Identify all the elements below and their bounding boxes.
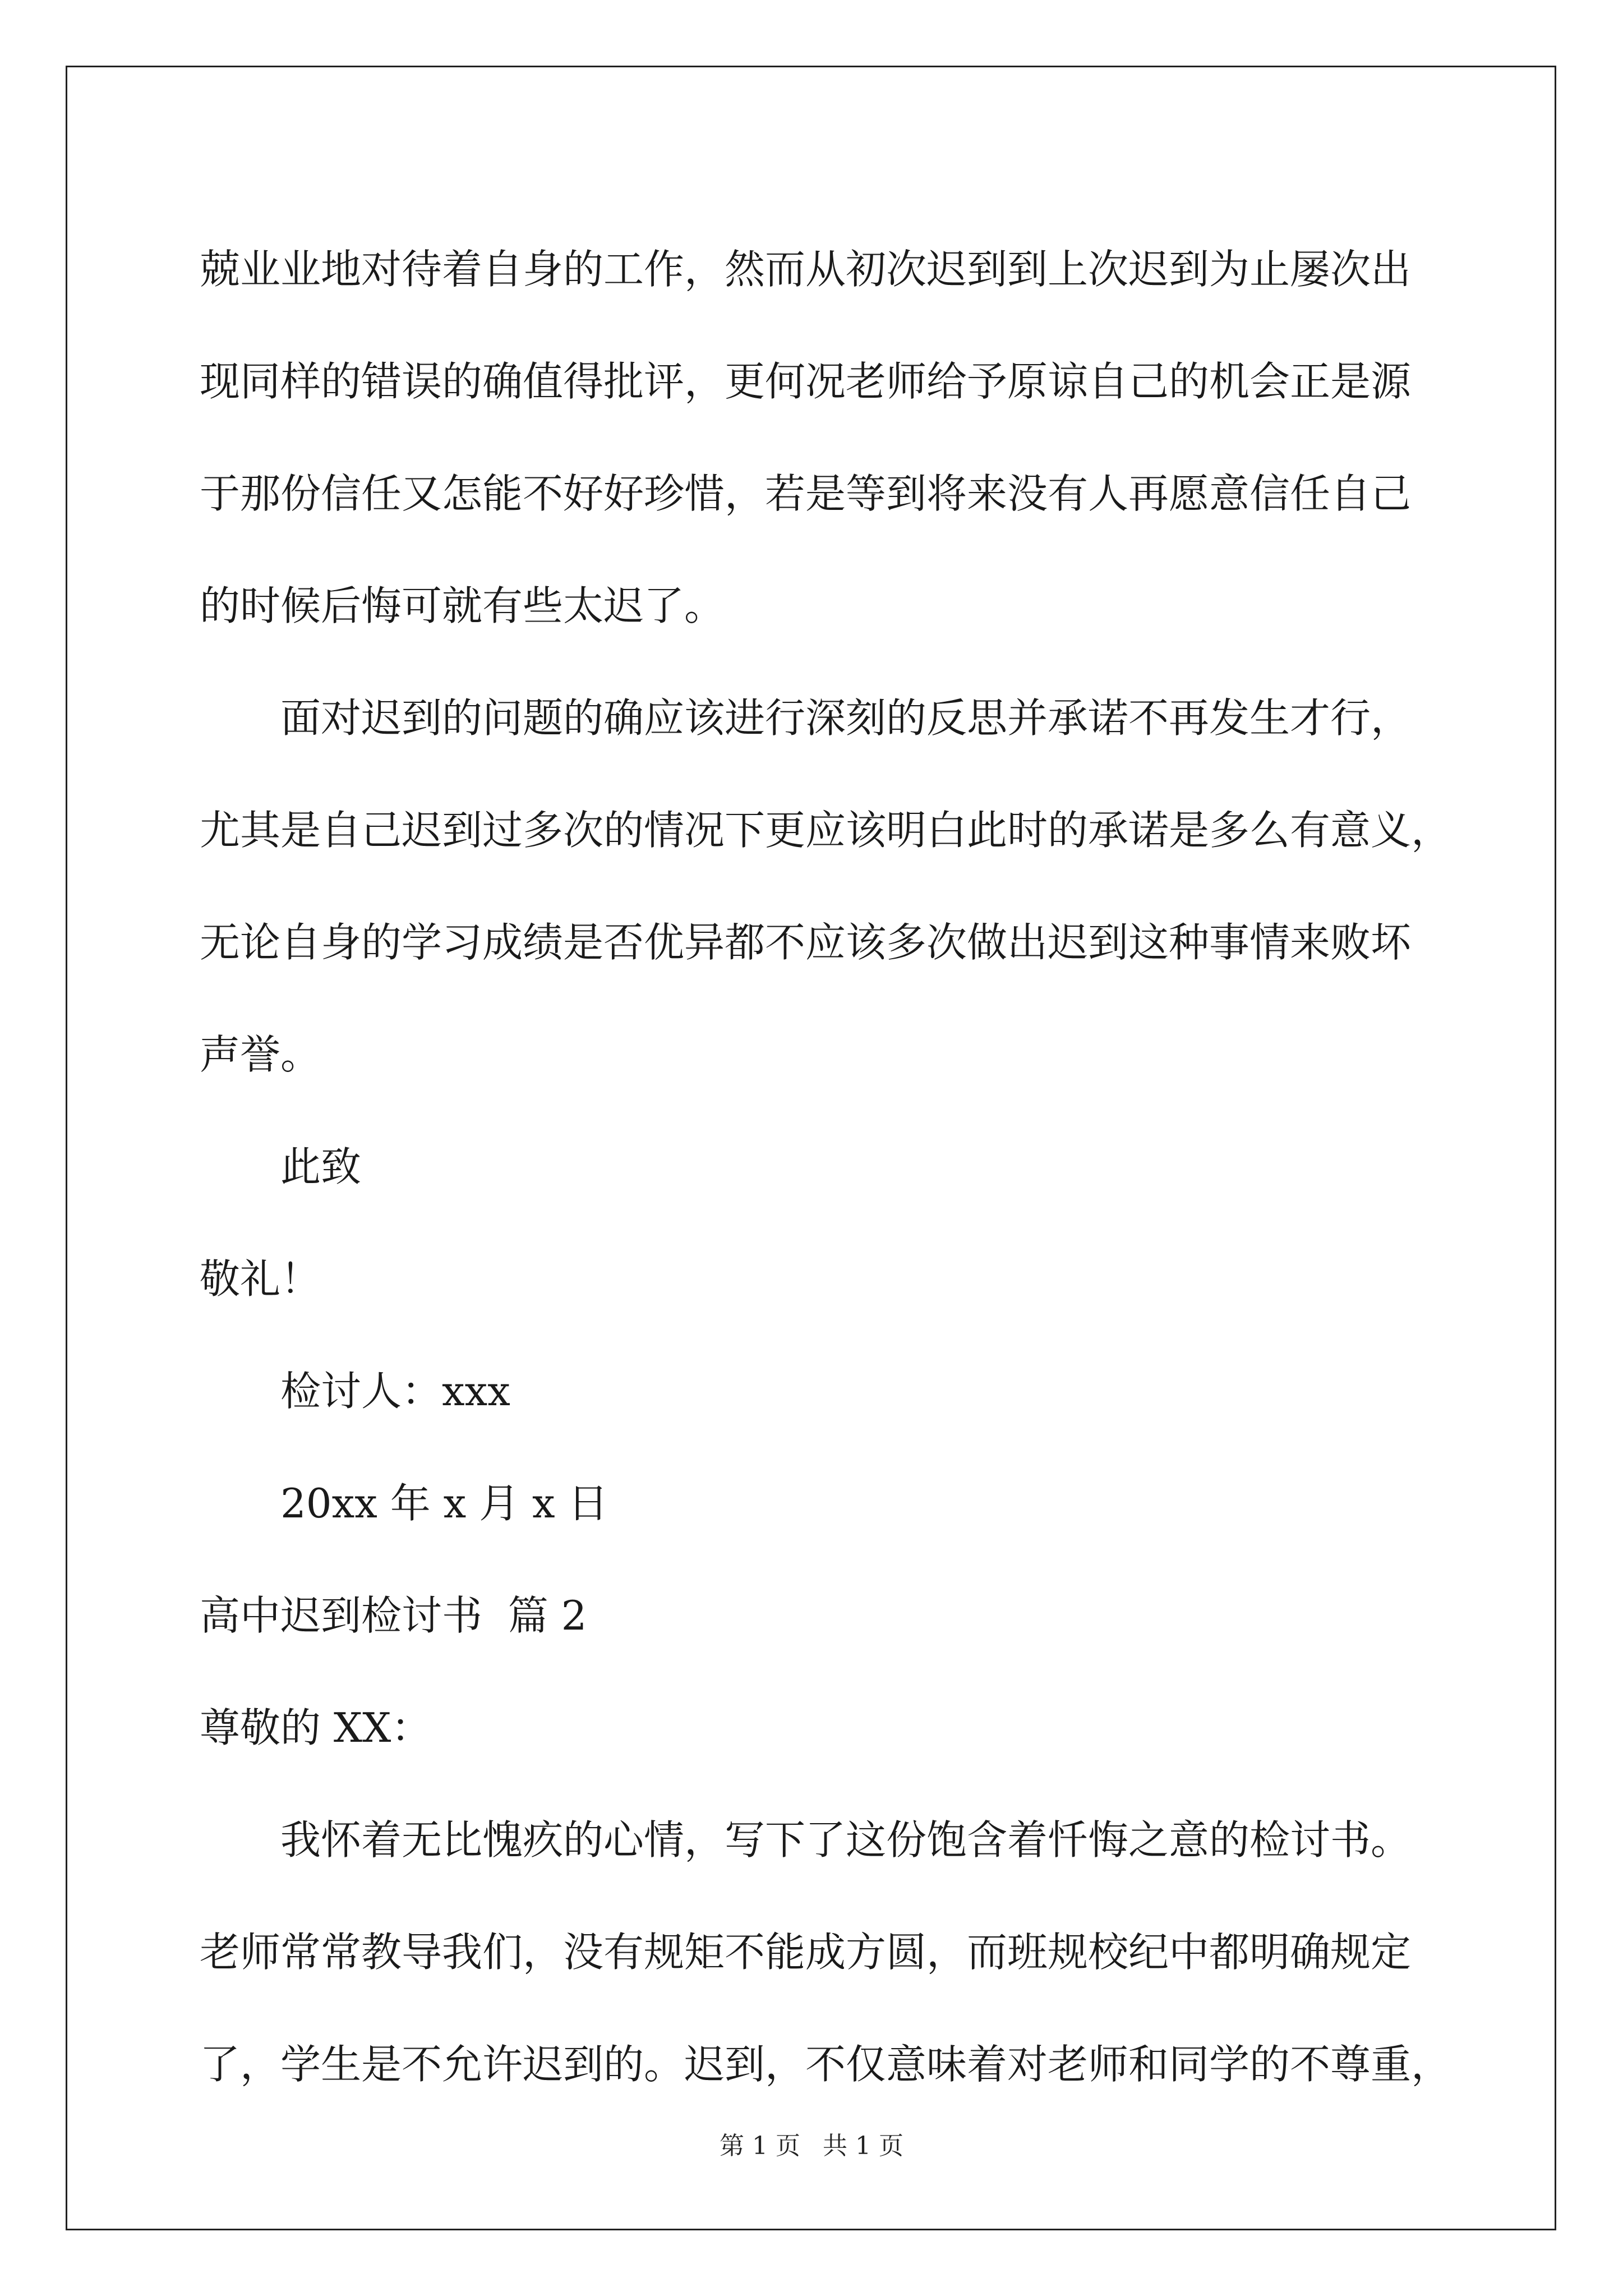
paragraph-2-line-2: 尤其是自己迟到过多次的情况下更应该明白此时的承诺是多么有意义，: [200, 807, 1452, 854]
page-total: 共 1 页: [823, 2132, 903, 2160]
paragraph-2-line-4: 声誉。: [200, 1031, 321, 1078]
section-title: 高中迟到检讨书 篇 2: [200, 1592, 587, 1639]
date: 20xx 年 x 月 x 日: [280, 1480, 608, 1527]
paragraph-2-line-1: 面对迟到的问题的确应该进行深刻的反思并承诺不再发生才行，: [280, 694, 1412, 742]
paragraph-3-line-1: 我怀着无比愧疚的心情，写下了这份饱含着忏悔之意的检讨书。: [280, 1816, 1412, 1864]
page-number: 第 1 页: [720, 2132, 800, 2160]
greeting: 尊敬的 XX：: [200, 1704, 432, 1751]
salute: 敬礼！: [200, 1255, 321, 1303]
paragraph-1-line-2: 现同样的错误的确值得批评，更何况老师给予原谅自己的机会正是源: [200, 358, 1412, 405]
paragraph-1-line-4: 的时候后悔可就有些太迟了。: [200, 582, 725, 629]
document-body: [200, 213, 1452, 2120]
page-footer: [0, 2129, 1623, 2163]
paragraph-2-line-3: 无论自身的学习成绩是否优异都不应该多次做出迟到这种事情来败坏: [200, 919, 1412, 966]
paragraph-3-line-2: 老师常常教导我们，没有规矩不能成方圆，而班规校纪中都明确规定: [200, 1929, 1412, 1976]
closing-phrase: 此致: [280, 1143, 362, 1190]
paragraph-3-line-3: 了，学生是不允许迟到的。迟到，不仅意味着对老师和同学的不尊重，: [200, 2041, 1452, 2088]
signer: 检讨人：xxx: [280, 1368, 510, 1415]
paragraph-1-line-3: 于那份信任又怎能不好好珍惜，若是等到将来没有人再愿意信任自己: [200, 470, 1412, 517]
paragraph-1-line-1: 兢业业地对待着自身的工作，然而从初次迟到到上次迟到为止屡次出: [200, 246, 1412, 293]
